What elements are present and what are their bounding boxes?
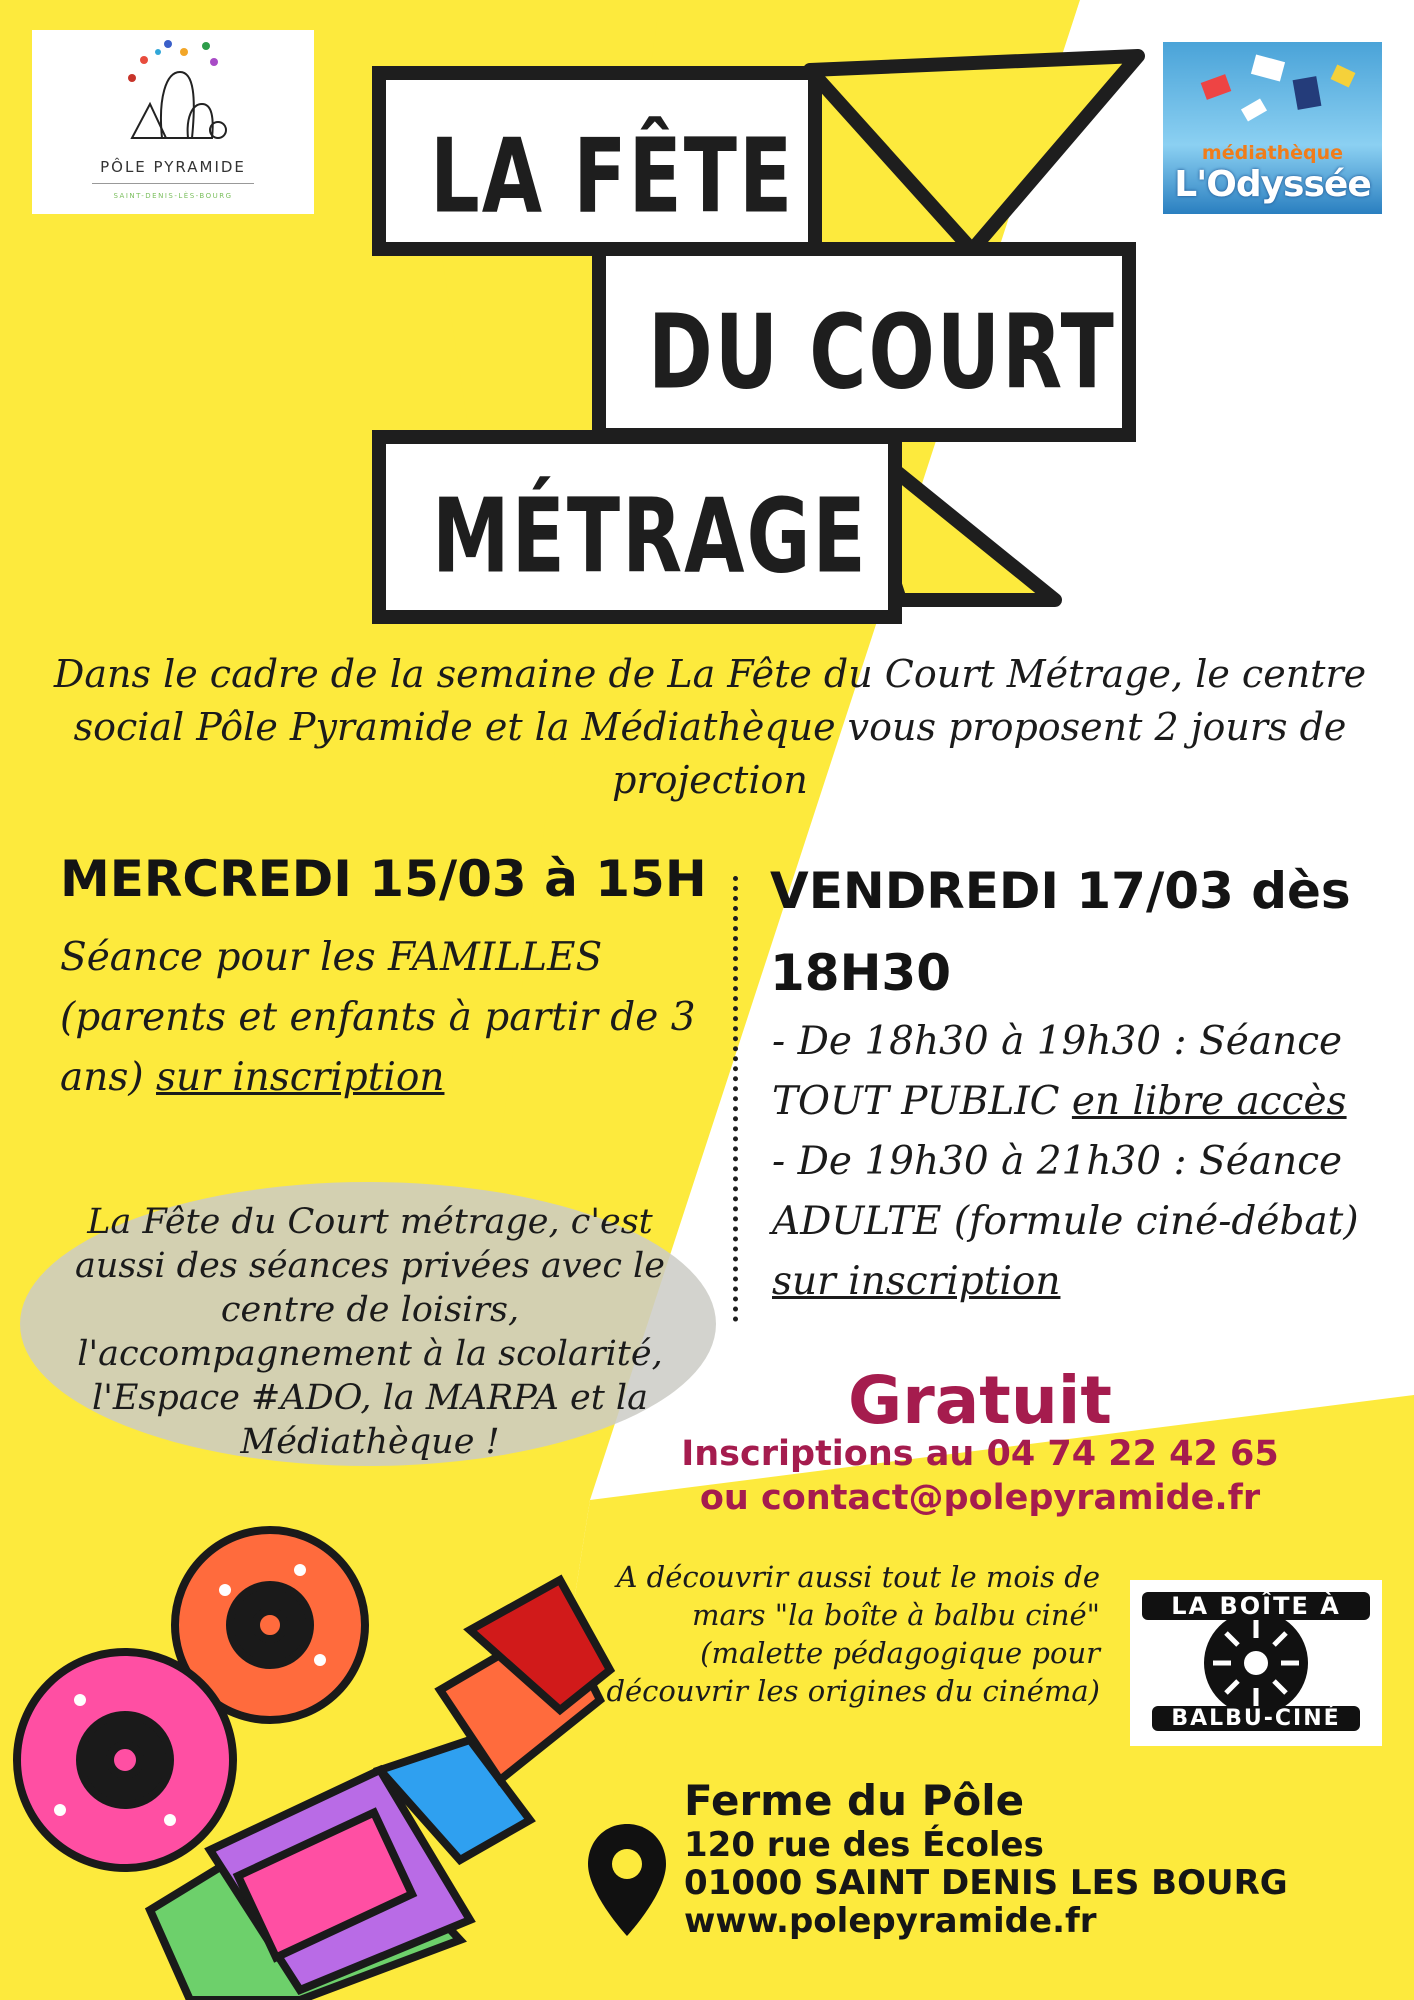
friday-description (772, 1012, 1382, 1312)
friday-registration-link[interactable]: sur inscription (772, 1259, 1061, 1304)
intro-text: Dans le cadre de la semaine de La Fête du Court Métrage, le centre social Pôle Pyramide et la Médiathèque vous proposent 2 jours de projection (53, 652, 1367, 802)
friday-open-access-link[interactable]: en libre accès (1071, 1079, 1347, 1124)
mediatheque-word: médiathèque (1201, 142, 1344, 164)
dotted-divider (733, 876, 738, 1322)
address-street: 120 rue des Écoles (684, 1825, 1044, 1865)
address-place: Ferme du Pôle (684, 1776, 1025, 1825)
film-camera-illustration (0, 1520, 640, 2000)
address-city: 01000 SAINT DENIS LES BOURG (684, 1863, 1288, 1903)
friday-item-2: - De 19h30 à 21h30 : Séance ADULTE (formule ciné-débat) (772, 1139, 1359, 1244)
boite-description: A découvrir aussi tout le mois de mars "la boîte à balbu ciné" (malette pédagogique pour découvrir les origines du cinéma) (606, 1560, 1100, 1708)
friday-item-1: - De 18h30 à 19h30 : Séance TOUT PUBLIC (772, 1019, 1343, 1124)
wednesday-registration-link[interactable]: sur inscription (156, 1055, 445, 1100)
address-website[interactable]: www.polepyramide.fr (684, 1901, 1097, 1941)
wednesday-title: MERCREDI 15/03 à 15H (60, 850, 707, 908)
wednesday-description (60, 928, 720, 1108)
title-line-1: LA FÊTE (430, 118, 795, 237)
info-bubble-text: La Fête du Court métrage, c'est aussi des séances privées avec le centre de loisirs, l'accompagnement à la scolarité, l'Espace #ADO, la MARPA et la Médiathèque ! (75, 1202, 665, 1462)
free-label: Gratuit (848, 1362, 1112, 1439)
title-line-3: MÉTRAGE (432, 478, 868, 597)
registration-contact (640, 1432, 1320, 1520)
odyssee-word: L'Odyssée (1174, 164, 1371, 205)
pole-pyramide-town: SAINT-DENIS-LÈS-BOURG (113, 192, 233, 200)
boite-logo-bottom: BALBU-CINÉ (1152, 1706, 1360, 1731)
location-pin-icon (584, 1820, 670, 1940)
address-block (684, 1776, 1288, 1940)
balbu-cine-logo (1130, 1580, 1382, 1746)
registration-email[interactable]: ou contact@polepyramide.fr (699, 1478, 1261, 1518)
pole-pyramide-name: PÔLE PYRAMIDE (100, 158, 246, 176)
registration-phone[interactable]: Inscriptions au 04 74 22 42 65 (681, 1434, 1279, 1474)
wednesday-desc-text: Séance pour les FAMILLES (parents et enfants à partir de 3 ans) (60, 935, 696, 1100)
title-line-2: DU COURT (648, 294, 1116, 413)
boite-logo-top: LA BOÎTE À (1142, 1592, 1370, 1620)
friday-title: VENDREDI 17/03 dès 18H30 (770, 862, 1351, 1002)
